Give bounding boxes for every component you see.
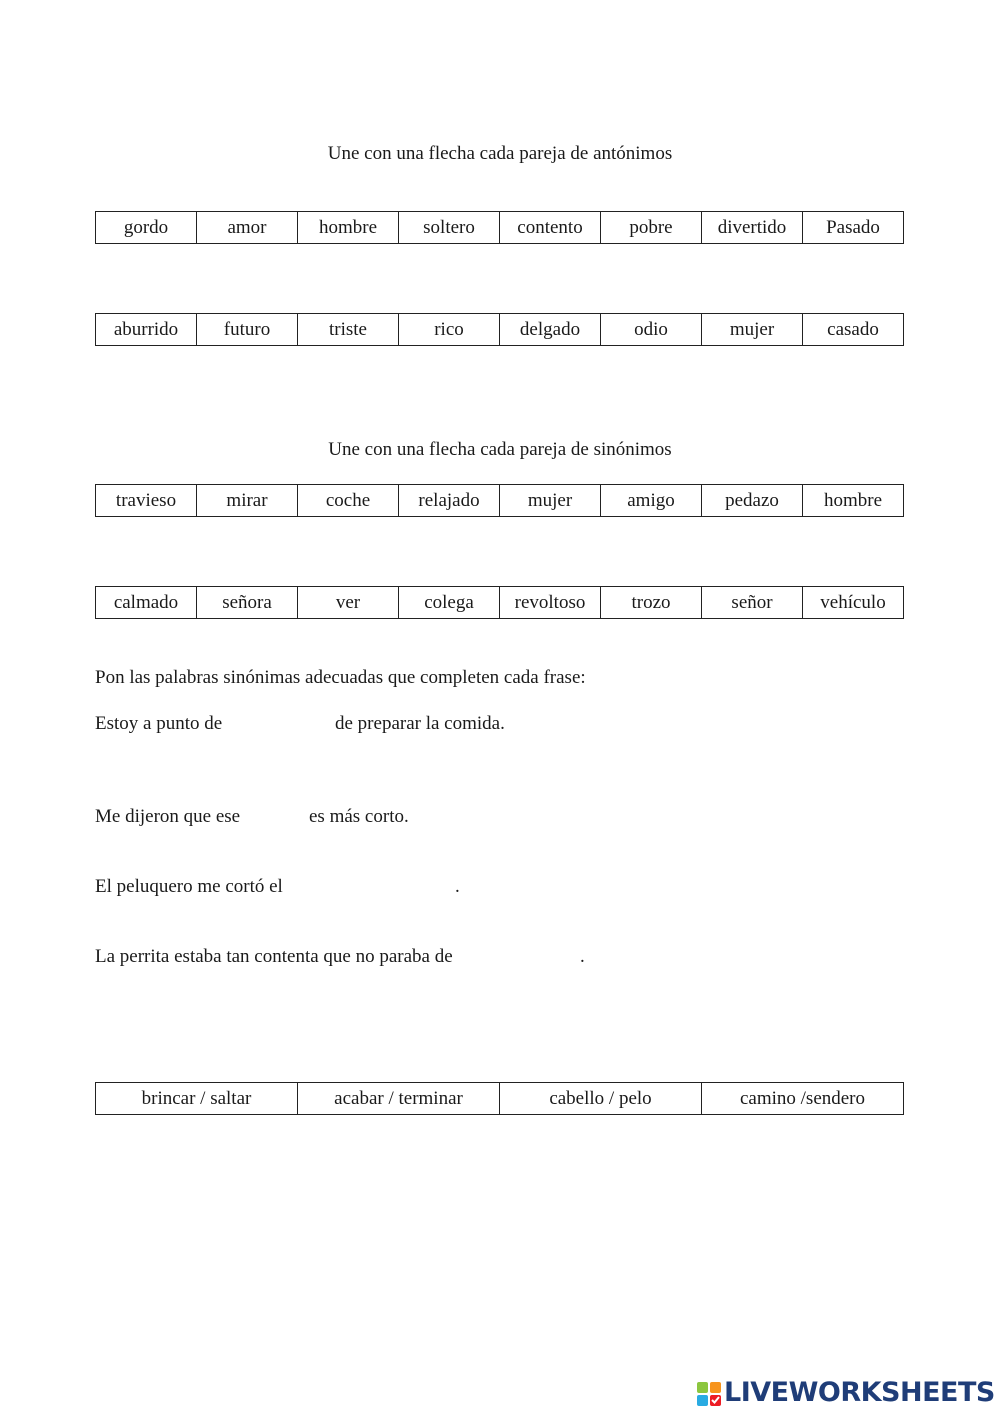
logo-text: LIVEWORKSHEETS (724, 1377, 995, 1408)
word-cell[interactable]: soltero (399, 212, 500, 244)
sentence-text: de preparar la comida. (335, 713, 505, 734)
antonyms-table-1 (95, 211, 904, 244)
word-cell[interactable]: gordo (96, 212, 197, 244)
word-cell[interactable]: vehículo (803, 587, 904, 619)
sentence-text: El peluquero me cortó el (95, 876, 283, 897)
synonyms-table-1 (95, 484, 904, 517)
word-cell[interactable]: pobre (601, 212, 702, 244)
synonyms-title: Une con una flecha cada pareja de sinónimos (328, 439, 672, 460)
word-cell[interactable]: contento (500, 212, 601, 244)
fill-instruction: Pon las palabras sinónimas adecuadas que completen cada frase: (95, 667, 586, 688)
word-bank-cell: cabello / pelo (500, 1083, 702, 1115)
word-cell[interactable]: mirar (197, 485, 298, 517)
word-cell[interactable]: hombre (803, 485, 904, 517)
word-cell[interactable]: hombre (298, 212, 399, 244)
word-bank-cell: brincar / saltar (96, 1083, 298, 1115)
word-cell[interactable]: amor (197, 212, 298, 244)
word-cell[interactable]: revoltoso (500, 587, 601, 619)
word-bank-cell: camino /sendero (702, 1083, 904, 1115)
sentence-2 (95, 805, 695, 829)
word-cell[interactable]: travieso (96, 485, 197, 517)
logo-mark-icon (697, 1382, 721, 1406)
word-cell[interactable]: señor (702, 587, 803, 619)
sentence-4 (95, 945, 795, 969)
word-cell[interactable]: amigo (601, 485, 702, 517)
sentence-text: . (455, 876, 460, 897)
word-cell[interactable]: trozo (601, 587, 702, 619)
word-cell[interactable]: futuro (197, 314, 298, 346)
sentence-1 (95, 712, 695, 736)
sentence-text: La perrita estaba tan contenta que no paraba de (95, 946, 453, 967)
sentence-text: . (580, 946, 585, 967)
word-cell[interactable]: señora (197, 587, 298, 619)
sentence-text: es más corto. (309, 806, 409, 827)
word-bank-table (95, 1082, 904, 1115)
sentence-3 (95, 875, 695, 899)
word-cell[interactable]: divertido (702, 212, 803, 244)
word-cell[interactable]: triste (298, 314, 399, 346)
word-cell[interactable]: mujer (702, 314, 803, 346)
word-cell[interactable]: odio (601, 314, 702, 346)
word-bank-cell: acabar / terminar (298, 1083, 500, 1115)
word-cell[interactable]: pedazo (702, 485, 803, 517)
word-cell[interactable]: colega (399, 587, 500, 619)
word-cell[interactable]: delgado (500, 314, 601, 346)
antonyms-table-2 (95, 313, 904, 346)
word-cell[interactable]: mujer (500, 485, 601, 517)
word-cell[interactable]: relajado (399, 485, 500, 517)
antonyms-title: Une con una flecha cada pareja de antónimos (327, 143, 673, 164)
word-cell[interactable]: calmado (96, 587, 197, 619)
word-cell[interactable]: aburrido (96, 314, 197, 346)
word-cell[interactable]: ver (298, 587, 399, 619)
sentence-text: Me dijeron que ese (95, 806, 241, 827)
word-cell[interactable]: casado (803, 314, 904, 346)
synonyms-table-2 (95, 586, 904, 619)
word-cell[interactable]: Pasado (803, 212, 904, 244)
liveworksheets-logo[interactable] (697, 1378, 995, 1408)
word-cell[interactable]: rico (399, 314, 500, 346)
word-cell[interactable]: coche (298, 485, 399, 517)
sentence-text: Estoy a punto de (95, 713, 223, 734)
